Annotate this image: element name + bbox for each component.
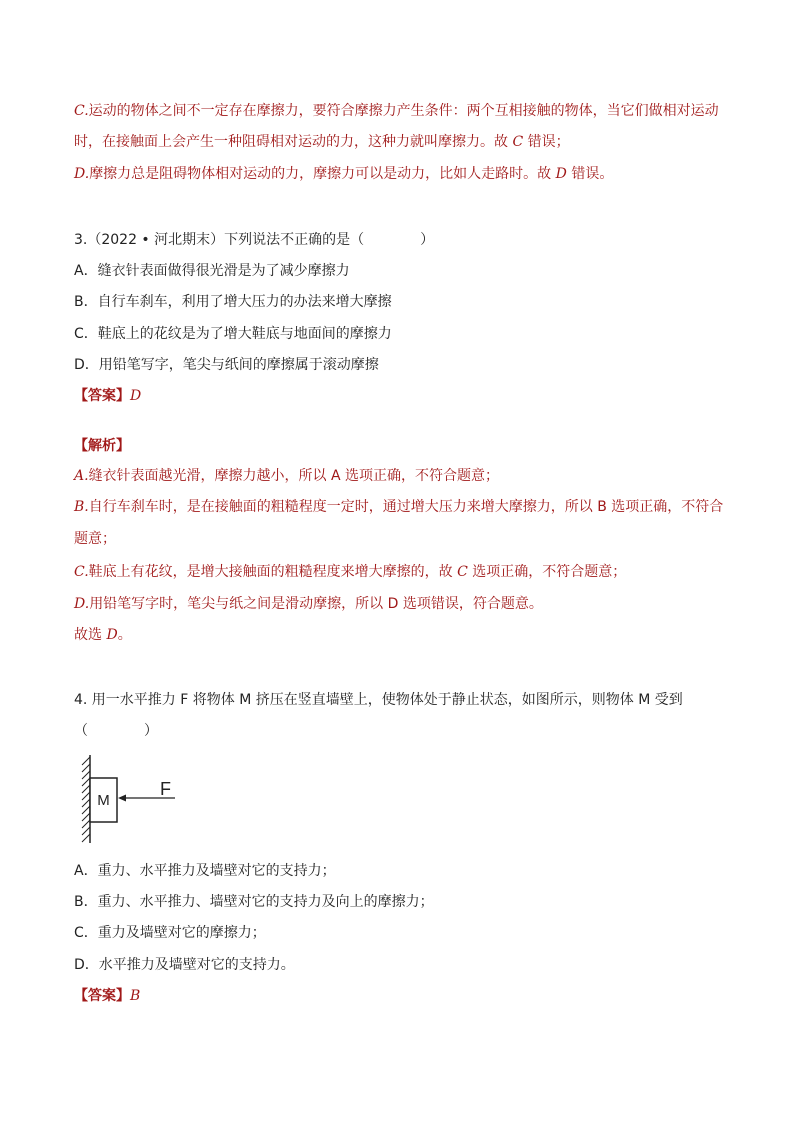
analysis-c-line <box>74 101 719 121</box>
q3-analysis-b <box>74 497 723 517</box>
q3-conclusion <box>74 625 132 645</box>
q3-analysis-c-label: C. <box>74 564 89 580</box>
analysis-c-cont-letter: C <box>512 134 524 150</box>
q3-analysis-d-text: 用铅笔写字时，笔尖与纸之间是滑动摩擦，所以 D 选项错误，符合题意。 <box>89 596 543 612</box>
force-arrowhead <box>118 795 126 802</box>
q3-conclusion-text-a: 故选 <box>74 627 107 643</box>
q4-option-a: A．重力、水平推力及墙壁对它的支持力； <box>74 863 336 879</box>
analysis-c-text: 运动的物体之间不一定存在摩擦力，要符合摩擦力产生条件：两个互相接触的物体，当它们做相对运动 <box>88 103 719 119</box>
analysis-c-cont-text-b: 错误； <box>523 134 570 150</box>
q3-option-b: B．自行车刹车，利用了增大压力的办法来增大摩擦 <box>74 294 392 310</box>
q3-conclusion-letter: D <box>106 627 118 643</box>
q3-analysis-label: 【解析】 <box>74 438 130 454</box>
block-m-label: M <box>97 792 110 809</box>
analysis-c-label: C. <box>74 103 89 119</box>
q3-analysis-a-text: 缝衣针表面越光滑，摩擦力越小，所以 A 选项正确，不符合题意； <box>88 468 500 484</box>
q4-answer <box>74 986 140 1006</box>
force-f-label: F <box>160 779 171 799</box>
q4-option-c: C．重力及墙壁对它的摩擦力； <box>74 925 266 941</box>
q3-option-a: A．缝衣针表面做得很光滑是为了减少摩擦力 <box>74 263 350 279</box>
q3-option-c: C．鞋底上的花纹是为了增大鞋底与地面间的摩擦力 <box>74 326 392 342</box>
wall-hatching <box>82 757 90 842</box>
q3-analysis-d <box>74 594 543 614</box>
analysis-d-line <box>74 164 613 184</box>
q4-stem-continuation: （ ） <box>74 723 158 739</box>
q3-answer-value: D <box>130 388 142 404</box>
analysis-c-continuation <box>74 132 570 152</box>
q4-answer-label: 【答案】 <box>74 988 130 1004</box>
analysis-d-label: D. <box>74 166 90 182</box>
q3-analysis-a-label: A. <box>74 468 89 484</box>
analysis-d-text-a: 摩擦力总是阻碍物体相对运动的力，摩擦力可以是动力，比如人走路时。故 <box>89 166 556 182</box>
q3-analysis-c-text-a: 鞋底上有花纹，是增大接触面的粗糙程度来增大摩擦的，故 <box>88 564 458 580</box>
q4-stem: 4. 用一水平推力 F 将物体 M 挤压在竖直墙壁上，使物体处于静止状态，如图所示，则物体 M 受到 <box>74 692 683 708</box>
q3-analysis-a <box>74 466 499 486</box>
q3-analysis-d-label: D. <box>74 596 90 612</box>
q3-analysis-c-text-b: 选项正确，不符合题意； <box>467 564 627 580</box>
q4-option-d: D．水平推力及墙壁对它的支持力。 <box>74 957 295 973</box>
q3-analysis-c <box>74 562 626 582</box>
analysis-d-text-b: 错误。 <box>566 166 614 182</box>
q3-analysis-c-letter: C <box>457 564 468 580</box>
q4-answer-value: B <box>130 988 141 1004</box>
q3-conclusion-text-b: 。 <box>117 627 132 643</box>
q3-answer-label: 【答案】 <box>74 388 130 404</box>
q3-analysis-heading <box>74 436 130 456</box>
q3-option-d: D．用铅笔写字，笔尖与纸间的摩擦属于滚动摩擦 <box>74 357 379 373</box>
q3-analysis-b-label: B. <box>74 499 89 515</box>
q3-stem: 3.（2022 • 河北期末）下列说法不正确的是（ ） <box>74 232 435 248</box>
q3-analysis-b-text: 自行车刹车时，是在接触面的粗糙程度一定时，通过增大压力来增大摩擦力，所以 B 选项正确，不符合 <box>88 499 724 515</box>
q4-option-b: B．重力、水平推力、墙壁对它的支持力及向上的摩擦力； <box>74 894 434 910</box>
q3-answer <box>74 386 141 406</box>
q4-figure-svg <box>74 753 194 845</box>
analysis-c-cont-text-a: 时，在接触面上会产生一种阻碍相对运动的力，这种力就叫摩擦力。故 <box>74 134 513 150</box>
q3-analysis-b-continuation: 题意； <box>74 531 116 547</box>
analysis-d-letter: D <box>555 166 567 182</box>
q4-wall-figure <box>74 753 194 845</box>
